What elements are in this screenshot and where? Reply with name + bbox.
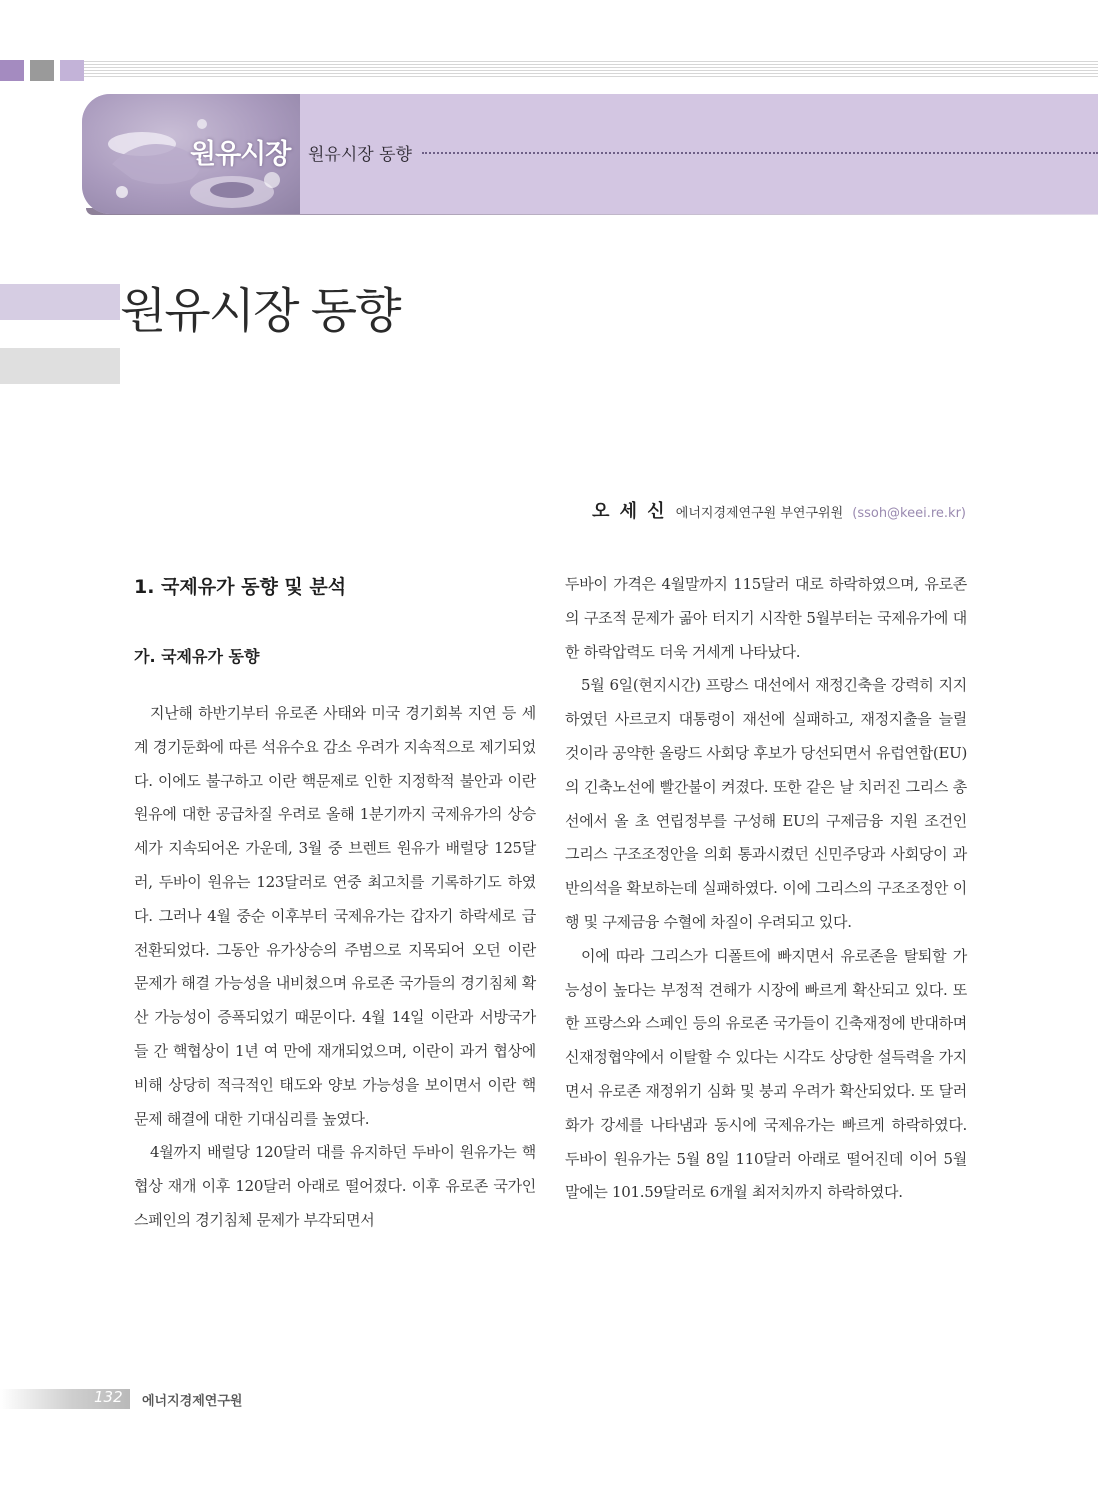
right-column [565,568,967,1210]
left-column [134,568,536,1238]
header-square-purple [0,60,24,81]
paragraph: 지난해 하반기부터 유로존 사태와 미국 경기회복 지연 등 세계 경기둔화에 따른 석유수요 감소 우려가 지속적으로 제기되었다. 이에도 불구하고 이란 핵문제로 인한 지정학적 불안과 이란 원유에 대한 공급차질 우려로 올해 1분기까지 국제유가의 상승세가 지속되어온 가운데, 3월 중 브렌트 원유가 배럴당 125달러, 두바이 원유는 123달러로 연중 최고치를 기록하기도 하였다. 그러나 4월 중순 이후부터 국제유가는 갑자기 하락세로 급전환되었다. 그동안 유가상승의 주범으로 지목되어 오던 이란 문제가 해결 가능성을 내비쳤으며 유로존 국가들의 경기침체 확산 가능성이 증폭되었기 때문이다. 4월 14일 이란과 서방국가들 간 핵협상이 1년 여 만에 재개되었으며, 이란이 과거 협상에 비해 상당히 적극적인 태도와 양보 가능성을 보이면서 이란 핵문제 해결에 대한 기대심리를 높였다. [134,704,536,1128]
title-accent-bar [0,284,120,320]
section-subtitle: 원유시장 동향 [308,145,412,165]
page-number: 132 [94,1388,123,1406]
author-name: 오 세 신 [591,501,667,522]
heading-2: 가. 국제유가 동향 [134,647,260,666]
heading-1: 1. 국제유가 동향 및 분석 [134,576,347,598]
author-line [592,497,966,523]
header-stripe [84,61,1098,79]
header-square-lavender [60,60,84,81]
paragraph: 두바이 가격은 4월말까지 115달러 대로 하락하였으며, 유로존의 구조적 문제가 곪아 터지기 시작한 5월부터는 국제유가에 대한 하락압력도 더욱 거세게 나타났다. [565,575,967,661]
section-banner [82,94,1098,214]
page-title: 원유시장 동향 [120,283,400,339]
author-affiliation: 에너지경제연구원 부연구위원 [675,506,844,521]
paragraph: 5월 6일(현지시간) 프랑스 대선에서 재정긴축을 강력히 지지하였던 사르코지 대통령이 재선에 실패하고, 재정지출을 늘릴 것이라 공약한 올랑드 사회당 후보가 당선되면서 유럽연합(EU)의 긴축노선에 빨간불이 켜졌다. 또한 같은 날 치러진 그리스 총선에서 올 초 연립정부를 구성해 EU의 구제금융 지원 조건인 그리스 구조조정안을 의회 통과시켰던 신민주당과 사회당이 과반의석을 확보하는데 실패하였다. 이에 그리스의 구조조정안 이행 및 구제금융 수혈에 차질이 우려되고 있다. [565,676,967,931]
title-accent-bar-gray [0,348,120,384]
paragraph: 4월까지 배럴당 120달러 대를 유지하던 두바이 원유가는 핵협상 재개 이후 120달러 아래로 떨어졌다. 이후 유로존 국가인 스페인의 경기침체 문제가 부각되면서 [134,1143,536,1229]
paragraph: 이에 따라 그리스가 디폴트에 빠지면서 유로존을 탈퇴할 가능성이 높다는 부정적 견해가 시장에 빠르게 확산되고 있다. 또한 프랑스와 스페인 등의 유로존 국가들이 긴축재정에 반대하며 신재정협약에서 이탈할 수 있다는 시각도 상당한 설득력을 가지면서 유로존 재정위기 심화 및 붕괴 우려가 확산되었다. 또 달러화가 강세를 나타냄과 동시에 국제유가는 빠르게 하락하였다. 두바이 원유가는 5월 8일 110달러 아래로 떨어진데 이어 5월 말에는 101.59달러로 6개월 최저치까지 하락하였다. [565,946,967,1202]
author-email: (ssoh@keei.re.kr) [852,506,966,521]
section-title: 원유시장 [190,139,291,170]
header-square-gray [30,60,54,81]
banner-dotted-line [422,152,1098,154]
footer-organization: 에너지경제연구원 [142,1394,243,1409]
